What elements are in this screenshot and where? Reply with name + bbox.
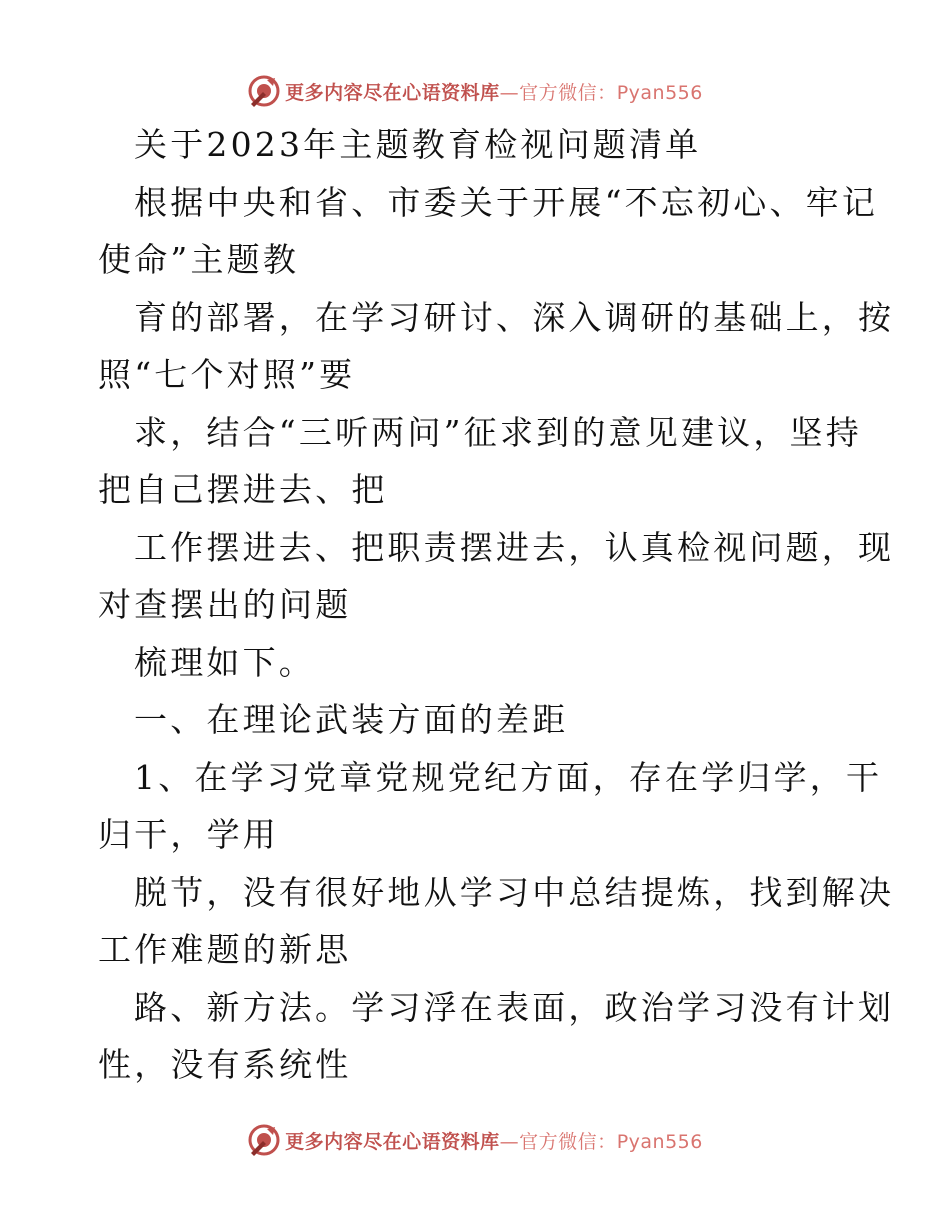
watermark-brand: 更多内容尽在心语资料库	[285, 1130, 500, 1153]
pen-logo-icon	[247, 74, 281, 108]
watermark-header	[0, 71, 950, 111]
document-line: 归干，学用	[98, 815, 279, 854]
document-line: 脱节，没有很好地从学习中总结提炼，找到解决	[134, 872, 895, 912]
document-line: 育的部署，在学习研讨、深入调研的基础上，按	[134, 297, 895, 337]
document-body	[98, 116, 895, 1094]
document-line: 求，结合“三听两问”征求到的意见建议，坚持	[134, 412, 862, 452]
document-line: 根据中央和省、市委关于开展“不忘初心、牢记	[134, 182, 879, 222]
watermark-brand: 更多内容尽在心语资料库	[285, 81, 500, 104]
document-line: 工作摆进去、把职责摆进去，认真检视问题，现	[134, 527, 895, 567]
watermark-separator: —官方微信：	[499, 1130, 617, 1153]
pen-logo-icon	[247, 1123, 281, 1157]
watermark-contact: Pyan556	[616, 81, 703, 104]
document-line: 关于2023年主题教育检视问题清单	[134, 125, 702, 164]
document-line: 工作难题的新思	[98, 930, 352, 969]
document-line: 路、新方法。学习浮在表面，政治学习没有计划	[134, 987, 895, 1027]
document-line: 一、在理论武装方面的差距	[134, 700, 569, 739]
document-line: 1、在学习党章党规党纪方面，存在学归学，干	[134, 757, 883, 797]
watermark-separator: —官方微信：	[499, 81, 617, 104]
watermark-footer	[0, 1120, 950, 1160]
watermark-text	[285, 78, 703, 105]
document-line: 把自己摆进去、把	[98, 470, 388, 509]
watermark-text	[285, 1127, 703, 1154]
document-line: 性，没有系统性	[98, 1045, 352, 1084]
document-line: 梳理如下。	[134, 642, 315, 682]
watermark-contact: Pyan556	[616, 1130, 703, 1153]
document-line: 照“七个对照”要	[98, 355, 356, 394]
document-line: 对查摆出的问题	[98, 585, 352, 624]
document-line: 使命”主题教	[98, 240, 300, 279]
